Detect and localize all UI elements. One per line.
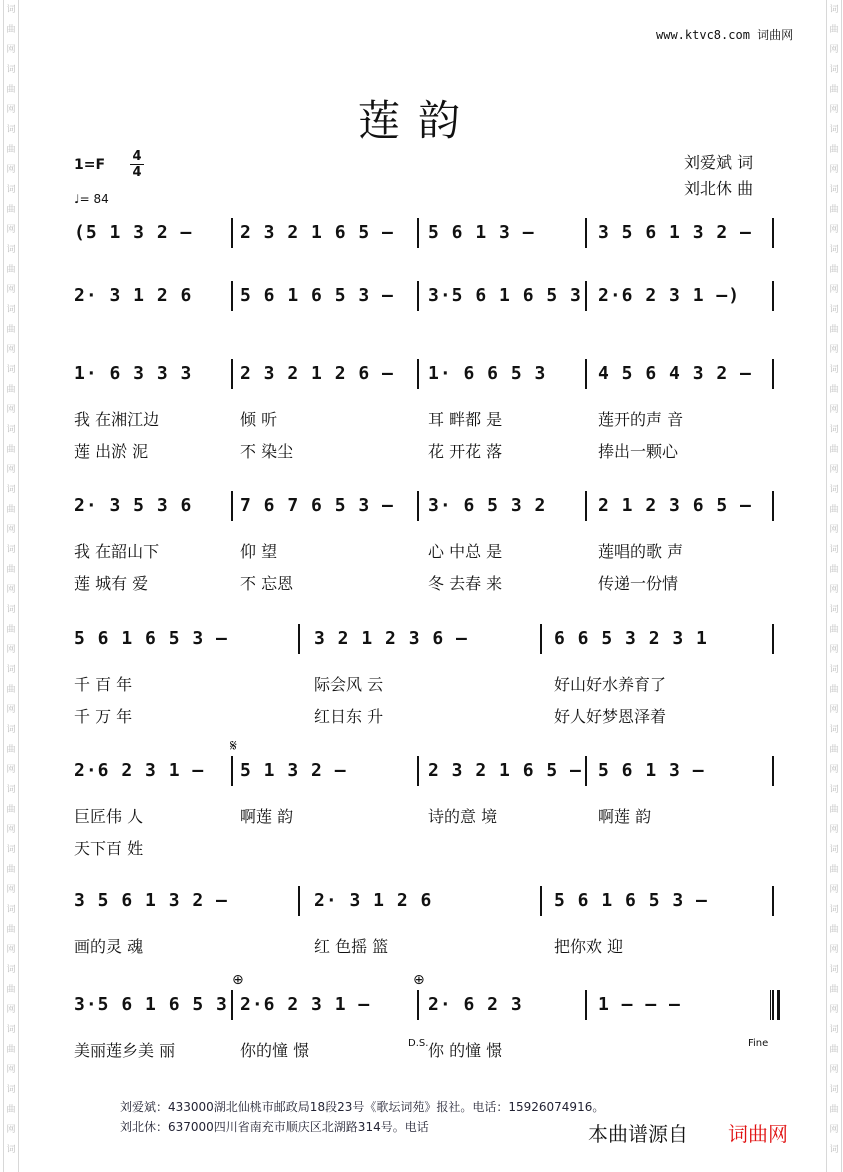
watermark-char: 网 (829, 1005, 839, 1015)
watermark-char: 网 (6, 165, 16, 175)
watermark-char: 曲 (6, 85, 16, 95)
watermark-char: 词 (829, 365, 839, 375)
watermark-char: 词 (6, 605, 16, 615)
watermark-char: 词 (6, 905, 16, 915)
bar-line (417, 218, 419, 248)
watermark-char: 网 (829, 765, 839, 775)
watermark-char: 网 (6, 405, 16, 415)
bar-line (772, 491, 774, 521)
measure-notes: 5 1 3 2 – (240, 760, 347, 781)
bar-line (231, 218, 233, 248)
lyric-line: 冬 去春 来 (428, 574, 503, 593)
watermark-char: 曲 (6, 1105, 16, 1115)
lyric-line: 千 百 年 (74, 675, 133, 694)
watermark-char: 曲 (6, 625, 16, 635)
lyric-line: 际会风 云 (314, 675, 384, 694)
bar-line (772, 281, 774, 311)
bar-line (540, 624, 542, 654)
fine-mark: Fine (748, 1038, 769, 1049)
bar-line (585, 218, 587, 248)
bar-line (585, 756, 587, 786)
watermark-char: 曲 (6, 145, 16, 155)
watermark-char: 网 (829, 165, 839, 175)
lyric-line: 仰 望 (240, 542, 278, 561)
watermark-char: 词 (6, 725, 16, 735)
watermark-char: 词 (6, 305, 16, 315)
measure-notes: 3 5 6 1 3 2 – (74, 890, 228, 911)
lyric-line: 不 染尘 (240, 442, 294, 461)
watermark-char: 网 (829, 585, 839, 595)
bar-line (298, 624, 300, 654)
left-watermark-strip (3, 0, 19, 1172)
watermark-char: 网 (829, 1065, 839, 1075)
lyric-line: 红 色摇 篮 (314, 937, 389, 956)
watermark-char: 网 (6, 945, 16, 955)
watermark-char: 曲 (6, 265, 16, 275)
watermark-char: 网 (6, 285, 16, 295)
lyric-line: 你的憧 憬 (240, 1041, 310, 1060)
bar-line (231, 756, 233, 786)
measure-notes: 5 6 1 3 – (598, 760, 705, 781)
watermark-char: 曲 (829, 445, 839, 455)
watermark-char: 网 (6, 1125, 16, 1135)
lyric-line: 红日东 升 (314, 707, 384, 726)
watermark-char: 词 (6, 485, 16, 495)
watermark-char: 词 (6, 365, 16, 375)
watermark-char: 曲 (6, 205, 16, 215)
watermark-char: 曲 (829, 985, 839, 995)
lyric-line: 天下百 姓 (74, 839, 144, 858)
watermark-char: 词 (829, 125, 839, 135)
watermark-char: 网 (829, 825, 839, 835)
watermark-char: 网 (829, 525, 839, 535)
watermark-char: 曲 (6, 865, 16, 875)
watermark-char: 网 (6, 885, 16, 895)
watermark-char: 网 (6, 225, 16, 235)
measure-notes: 1· 6 3 3 3 (74, 363, 193, 384)
measure-notes: 3 5 6 1 3 2 – (598, 222, 752, 243)
watermark-char: 词 (829, 845, 839, 855)
watermark-char: 词 (6, 965, 16, 975)
measure-notes: 2· 3 1 2 6 (314, 890, 433, 911)
measure-notes: 2· 6 2 3 (428, 994, 523, 1015)
watermark-char: 词 (6, 425, 16, 435)
measure-notes: 2·6 2 3 1 – (240, 994, 371, 1015)
measure-notes: 4 5 6 4 3 2 – (598, 363, 752, 384)
brand-link[interactable]: 词曲网 (728, 1122, 788, 1146)
bar-line (585, 281, 587, 311)
bar-line (585, 359, 587, 389)
watermark-char: 曲 (829, 505, 839, 515)
watermark-char: 曲 (829, 1045, 839, 1055)
key-signature: 1=F (74, 157, 106, 173)
bar-line (417, 756, 419, 786)
watermark-char: 曲 (829, 565, 839, 575)
tempo-marking: ♩= 84 (74, 192, 109, 206)
watermark-char: 词 (6, 1025, 16, 1035)
measure-notes: 2· 3 5 3 6 (74, 495, 193, 516)
bar-line (298, 886, 300, 916)
lyric-line: 莲 城有 爱 (74, 574, 149, 593)
meter-top: 4 (132, 149, 142, 164)
lyric-line: 莲开的声 音 (598, 410, 684, 429)
watermark-char: 词 (6, 5, 16, 15)
coda-icon: ⊕ (232, 972, 244, 988)
watermark-char: 曲 (829, 145, 839, 155)
watermark-char: 曲 (6, 805, 16, 815)
lyric-line: 你 的憧 憬 (428, 1041, 503, 1060)
watermark-char: 网 (829, 1125, 839, 1135)
watermark-char: 网 (829, 345, 839, 355)
lyric-line: 好山好水养育了 (554, 675, 667, 694)
watermark-char: 曲 (6, 565, 16, 575)
page-title: 莲韵 (358, 96, 479, 145)
bar-line (585, 491, 587, 521)
lyric-line: 耳 畔都 是 (428, 410, 503, 429)
site-watermark[interactable]: www.ktvc8.com 词曲网 (656, 28, 794, 42)
watermark-char: 曲 (6, 1045, 16, 1055)
watermark-char: 网 (6, 105, 16, 115)
measure-notes: 5 6 1 6 5 3 – (74, 628, 228, 649)
watermark-char: 网 (6, 1065, 16, 1075)
watermark-char: 网 (6, 705, 16, 715)
watermark-char: 词 (6, 545, 16, 555)
watermark-char: 词 (829, 245, 839, 255)
lyricist-credit: 刘爱斌 词 (684, 153, 754, 172)
measure-notes: 5 6 1 6 5 3 – (240, 285, 394, 306)
watermark-char: 曲 (6, 925, 16, 935)
watermark-char: 词 (6, 665, 16, 675)
watermark-char: 网 (6, 345, 16, 355)
source-label: 本曲谱源自 (588, 1122, 688, 1146)
watermark-char: 词 (829, 5, 839, 15)
watermark-char: 曲 (829, 865, 839, 875)
measure-notes: 2· 3 1 2 6 (74, 285, 193, 306)
watermark-char: 网 (6, 645, 16, 655)
lyric-line: 捧出一颗心 (598, 442, 679, 461)
bar-line (585, 990, 587, 1020)
watermark-char: 网 (829, 225, 839, 235)
ds-mark: D.S. (408, 1038, 429, 1049)
watermark-char: 曲 (829, 1105, 839, 1115)
measure-notes: 2 1 2 3 6 5 – (598, 495, 752, 516)
watermark-char: 曲 (829, 805, 839, 815)
watermark-char: 词 (829, 305, 839, 315)
watermark-char: 曲 (6, 985, 16, 995)
lyric-line: 美丽莲乡美 丽 (74, 1041, 176, 1060)
bar-line (772, 886, 774, 916)
lyric-line: 我 在湘江边 (74, 410, 160, 429)
watermark-char: 曲 (829, 625, 839, 635)
lyric-line: 啊莲 韵 (598, 807, 652, 826)
watermark-char: 词 (6, 65, 16, 75)
watermark-char: 曲 (6, 745, 16, 755)
watermark-char: 词 (829, 785, 839, 795)
lyric-line: 莲唱的歌 声 (598, 542, 684, 561)
bar-line (772, 756, 774, 786)
footer-contact-lyricist: 刘爱斌：433000湖北仙桃市邮政局18段23号《歌坛词苑》报社。电话：15926074916。 (120, 1100, 605, 1114)
bar-line (231, 281, 233, 311)
watermark-char: 词 (829, 485, 839, 495)
watermark-char: 词 (6, 245, 16, 255)
lyric-line: 诗的意 境 (428, 807, 498, 826)
measure-notes: 5 6 1 3 – (428, 222, 535, 243)
bar-line (772, 624, 774, 654)
lyric-line: 把你欢 迎 (554, 937, 624, 956)
watermark-char: 网 (829, 465, 839, 475)
coda-icon-2: ⊕ (413, 972, 425, 988)
measure-notes: 5 6 1 6 5 3 – (554, 890, 708, 911)
lyric-line: 我 在韶山下 (74, 542, 160, 561)
watermark-char: 网 (6, 1005, 16, 1015)
watermark-char: 词 (6, 1085, 16, 1095)
watermark-char: 曲 (829, 325, 839, 335)
watermark-char: 网 (829, 645, 839, 655)
bar-line (231, 359, 233, 389)
watermark-char: 曲 (6, 685, 16, 695)
meter-bottom: 4 (132, 165, 142, 180)
watermark-char: 词 (829, 905, 839, 915)
watermark-char: 词 (829, 425, 839, 435)
lyric-line: 千 万 年 (74, 707, 133, 726)
measure-notes: 7 6 7 6 5 3 – (240, 495, 394, 516)
lyric-line: 不 忘恩 (240, 574, 294, 593)
watermark-char: 词 (829, 1085, 839, 1095)
watermark-char: 词 (829, 965, 839, 975)
watermark-char: 曲 (6, 385, 16, 395)
measure-notes: 3 2 1 2 3 6 – (314, 628, 468, 649)
segno-icon: 𝄋 (230, 736, 237, 755)
bar-line (231, 990, 233, 1020)
watermark-char: 词 (829, 725, 839, 735)
watermark-char: 网 (6, 585, 16, 595)
watermark-char: 网 (6, 45, 16, 55)
lyric-line: 画的灵 魂 (74, 937, 144, 956)
watermark-char: 曲 (6, 505, 16, 515)
measure-notes: 2 3 2 1 2 6 – (240, 363, 394, 384)
measure-notes: 6 6 5 3 2 3 1 (554, 628, 708, 649)
measure-notes: 2 3 2 1 6 5 – (428, 760, 582, 781)
watermark-char: 词 (829, 1145, 839, 1155)
measure-notes: 3·5 6 1 6 5 3 (428, 285, 582, 306)
lyric-line: 好人好梦恩泽着 (554, 707, 667, 726)
measure-notes: 1· 6 6 5 3 (428, 363, 547, 384)
bar-line (417, 281, 419, 311)
watermark-char: 网 (6, 825, 16, 835)
watermark-char: 网 (6, 465, 16, 475)
bar-line (417, 491, 419, 521)
watermark-char: 曲 (6, 445, 16, 455)
measure-notes: 3·5 6 1 6 5 3 (74, 994, 228, 1015)
watermark-char: 曲 (829, 685, 839, 695)
watermark-char: 词 (829, 65, 839, 75)
watermark-char: 网 (829, 285, 839, 295)
watermark-char: 曲 (829, 745, 839, 755)
watermark-char: 词 (6, 785, 16, 795)
bar-line (772, 218, 774, 248)
measure-notes: 1 – – – (598, 994, 681, 1015)
watermark-char: 网 (829, 405, 839, 415)
bar-line (417, 990, 419, 1020)
watermark-char: 网 (829, 45, 839, 55)
watermark-char: 曲 (6, 25, 16, 35)
watermark-char: 曲 (6, 325, 16, 335)
watermark-char: 网 (829, 885, 839, 895)
composer-credit: 刘北休 曲 (684, 179, 754, 198)
watermark-char: 网 (6, 525, 16, 535)
bar-line (540, 886, 542, 916)
measure-notes: 2·6 2 3 1 – (74, 760, 205, 781)
lyric-line: 莲 出淤 泥 (74, 442, 149, 461)
watermark-char: 曲 (829, 385, 839, 395)
quarter-note-icon: ♩ (74, 192, 80, 206)
bar-line (417, 359, 419, 389)
bar-line (231, 491, 233, 521)
lyric-line: 花 开花 落 (428, 442, 503, 461)
watermark-char: 词 (6, 1145, 16, 1155)
watermark-char: 词 (829, 545, 839, 555)
watermark-char: 网 (6, 765, 16, 775)
watermark-char: 词 (6, 845, 16, 855)
watermark-char: 词 (829, 665, 839, 675)
watermark-char: 曲 (829, 25, 839, 35)
measure-notes: 3· 6 5 3 2 (428, 495, 547, 516)
watermark-char: 网 (829, 105, 839, 115)
watermark-char: 词 (829, 605, 839, 615)
lyric-line: 心 中总 是 (428, 542, 503, 561)
lyric-line: 啊莲 韵 (240, 807, 294, 826)
measure-notes: 2·6 2 3 1 –) (598, 285, 741, 306)
watermark-char: 曲 (829, 925, 839, 935)
watermark-char: 词 (829, 185, 839, 195)
measure-notes: (5 1 3 2 – (74, 222, 193, 243)
footer-contact-composer: 刘北休：637000四川省南充市顺庆区北湖路314号。电话 (120, 1120, 429, 1134)
watermark-char: 词 (6, 125, 16, 135)
final-barline (770, 990, 780, 1020)
lyric-line: 传递一份情 (598, 574, 679, 593)
watermark-char: 曲 (829, 85, 839, 95)
watermark-char: 网 (829, 705, 839, 715)
right-watermark-strip (826, 0, 842, 1172)
lyric-line: 巨匠伟 人 (74, 807, 144, 826)
measure-notes: 2 3 2 1 6 5 – (240, 222, 394, 243)
watermark-char: 词 (6, 185, 16, 195)
watermark-char: 网 (829, 945, 839, 955)
lyric-line: 倾 听 (240, 410, 278, 429)
bar-line (772, 359, 774, 389)
watermark-char: 词 (829, 1025, 839, 1035)
watermark-char: 曲 (829, 265, 839, 275)
watermark-char: 曲 (829, 205, 839, 215)
time-signature (130, 150, 144, 179)
